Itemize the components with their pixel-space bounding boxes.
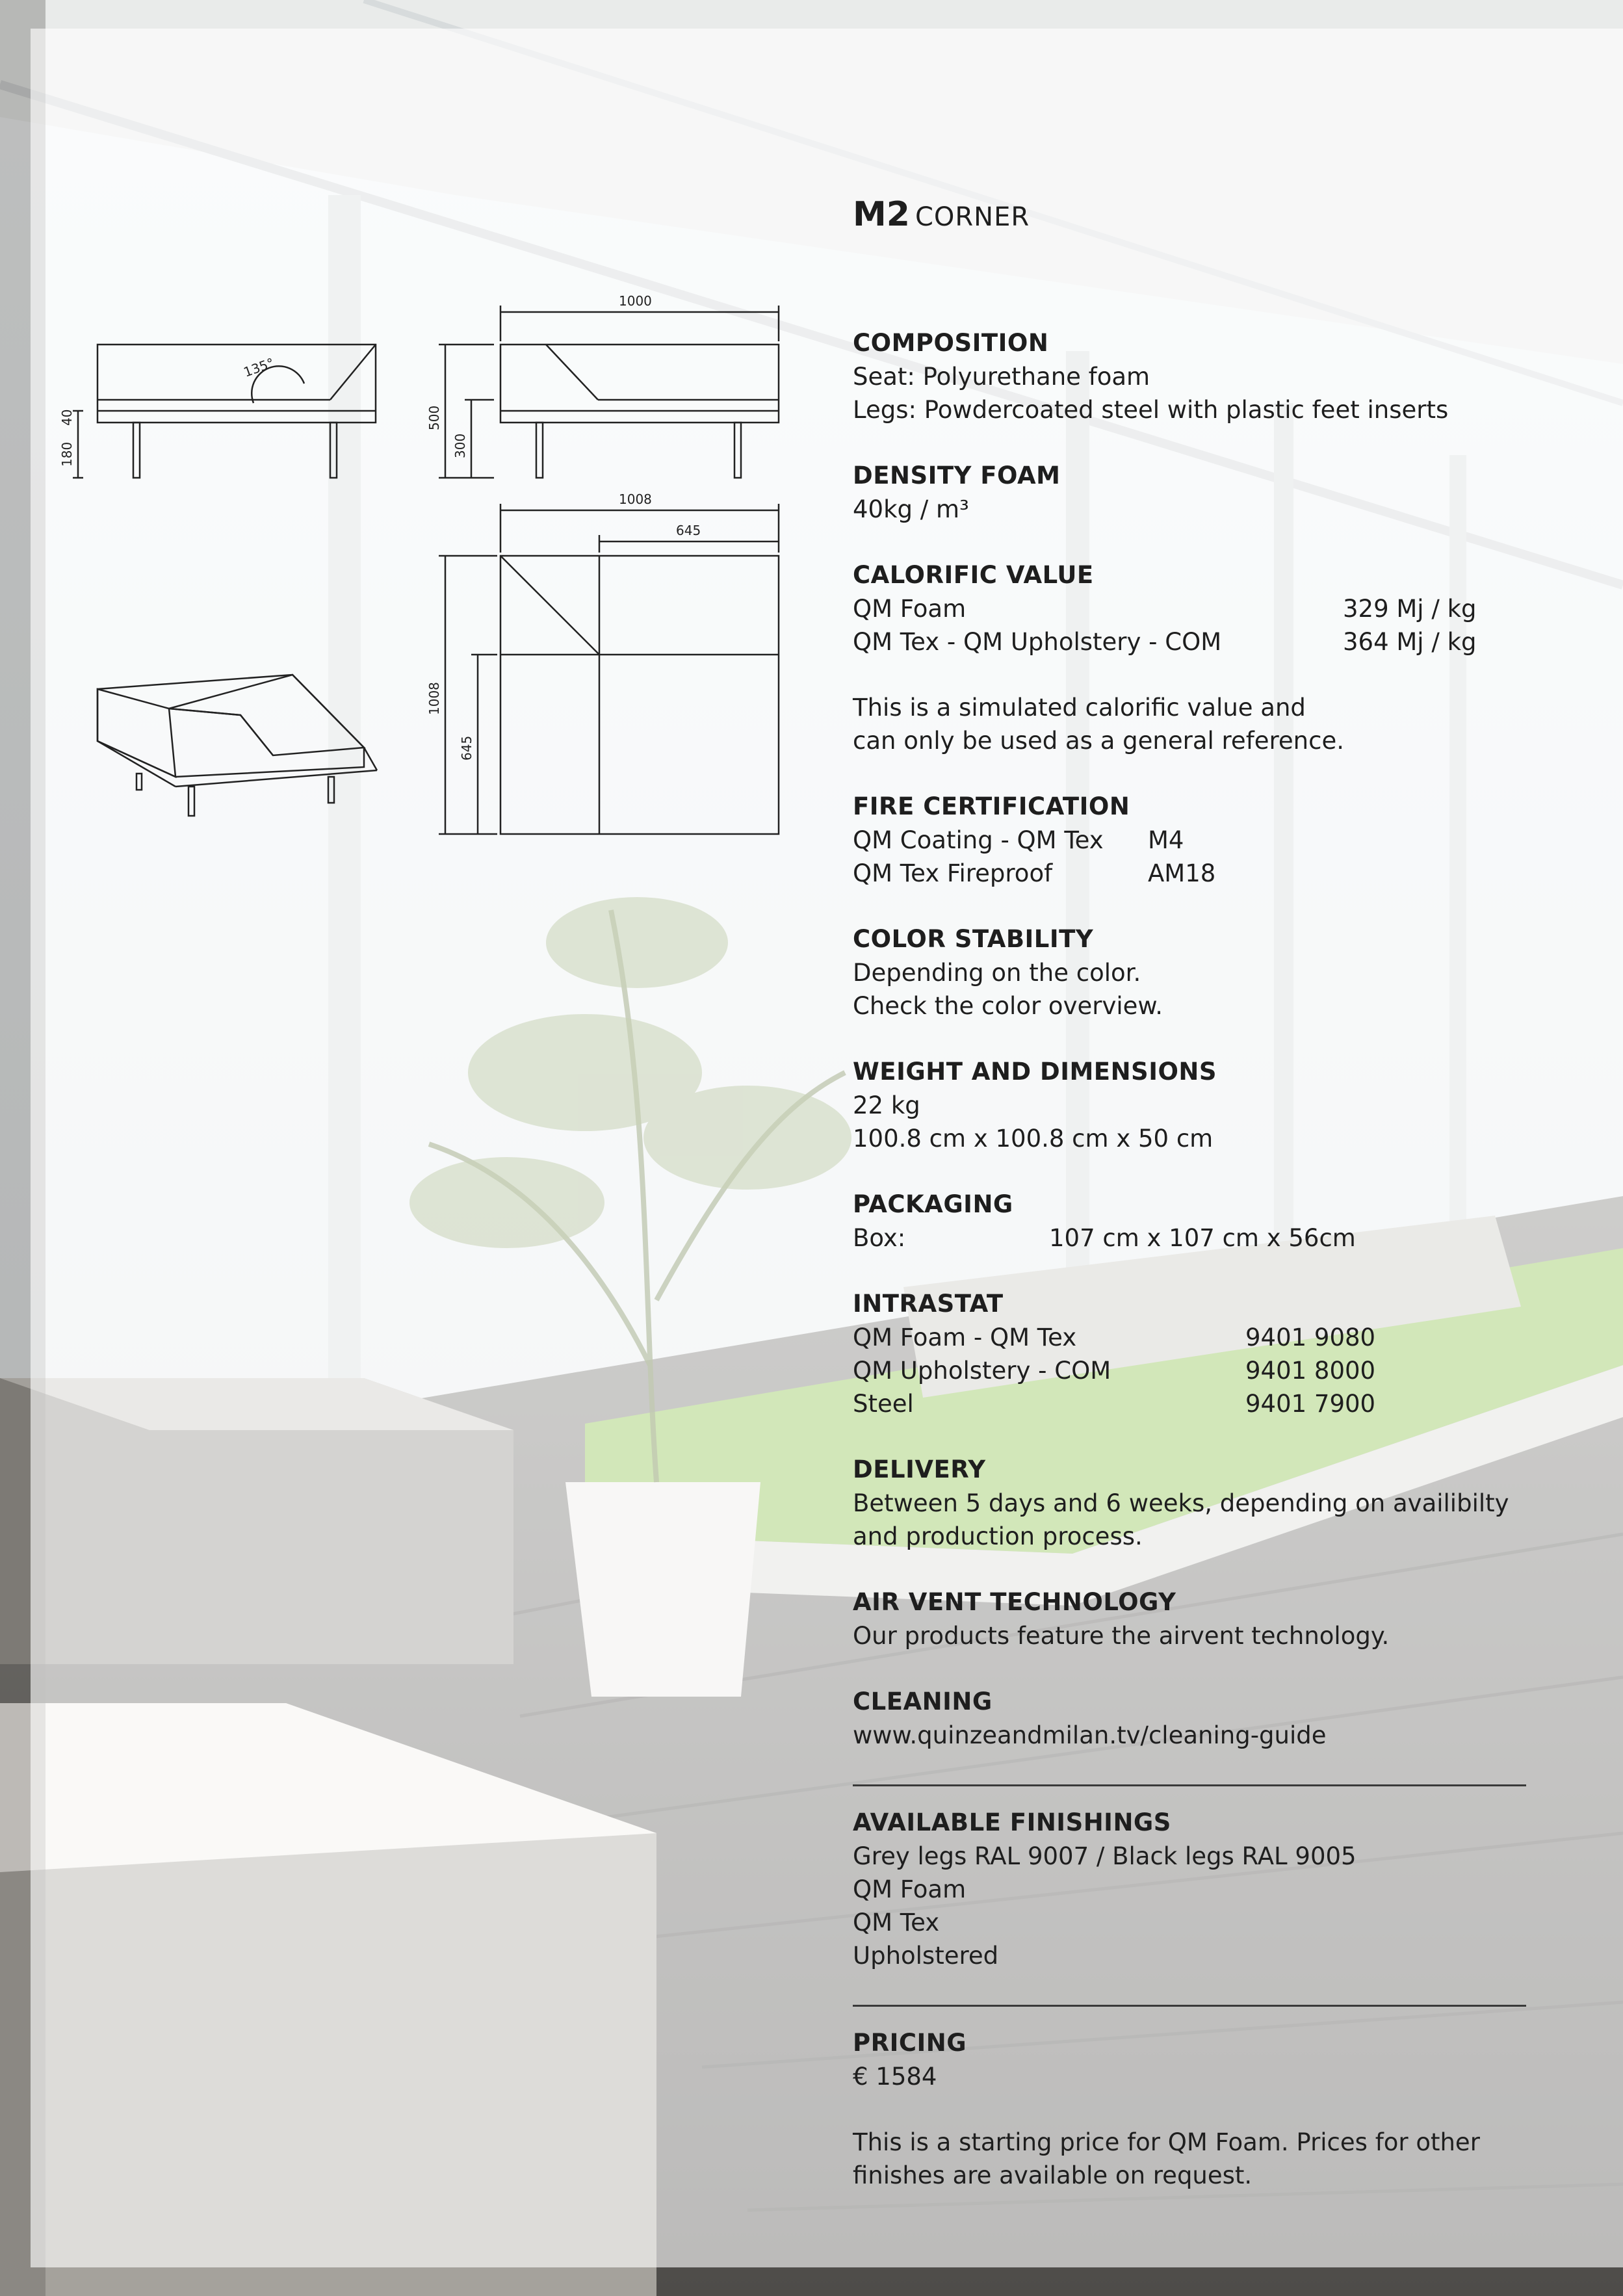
calorific-note: This is a simulated calorific value and [853,694,1306,722]
fire-section [853,790,1529,890]
intrastat-row [853,1387,1529,1420]
finishing-item: QM Tex [853,1909,940,1937]
calorific-value: 364 Mj / kg [1343,628,1477,656]
packaging-label: Box: [853,1224,906,1252]
weight-heading: WEIGHT AND DIMENSIONS [853,1058,1217,1086]
finishing-item: Grey legs RAL 9007 / Black legs RAL 9005 [853,1842,1357,1870]
air-vent-text: Our products feature the airvent technology. [853,1622,1390,1650]
air-vent-heading: AIR VENT TECHNOLOGY [853,1588,1176,1616]
composition-seat: Seat: Polyurethane foam [853,363,1150,391]
intrastat-row [853,1354,1529,1387]
calorific-section [853,558,1529,757]
dim-frame-height: 40 [59,409,75,426]
composition-legs: Legs: Powdercoated steel with plastic feet inserts [853,396,1449,424]
composition-heading: COMPOSITION [853,329,1049,357]
dim-plan-inner-depth: 645 [459,735,474,761]
finishing-item: Upholstered [853,1942,999,1970]
fire-row [853,857,1529,890]
fire-label: QM Tex Fireproof [853,859,1053,887]
top-view-drawing [426,491,779,834]
fire-row [853,824,1529,857]
intrastat-row [853,1321,1529,1354]
composition-section [853,326,1529,426]
intrastat-label: Steel [853,1390,914,1418]
cleaning-section [853,1685,1529,1752]
pricing-heading: PRICING [853,2029,967,2057]
calorific-heading: CALORIFIC VALUE [853,561,1094,589]
divider [853,2005,1526,2007]
spec-sheet [853,189,1529,2224]
finishings-section [853,1806,1529,1972]
calorific-label: QM Foam [853,595,967,623]
divider [853,1784,1526,1786]
packaging-heading: PACKAGING [853,1190,1013,1218]
product-model: M2 [853,195,910,234]
angle-label: 135° [241,354,276,380]
color-stability-line: Check the color overview. [853,992,1163,1020]
front-view-drawing [426,293,779,478]
side-view-drawing [59,345,376,478]
technical-drawings [59,293,793,845]
packaging-row [853,1221,1529,1255]
calorific-note: can only be used as a general reference. [853,727,1344,755]
dim-total-height: 500 [426,405,442,430]
weight-value: 22 kg [853,1091,920,1119]
weight-section [853,1055,1529,1155]
cleaning-guide-link[interactable]: www.quinzeandmilan.tv/cleaning-guide [853,1721,1327,1749]
dimensions-value: 100.8 cm x 100.8 cm x 50 cm [853,1125,1214,1153]
color-stability-heading: COLOR STABILITY [853,925,1094,953]
delivery-line: and production process. [853,1522,1143,1550]
dim-plan-width: 1008 [619,491,652,507]
calorific-row [853,625,1529,659]
pricing-section [853,2026,1529,2192]
intrastat-code: 9401 9080 [1245,1324,1376,1351]
perspective-view-drawing [97,675,377,816]
cleaning-heading: CLEANING [853,1688,993,1715]
fire-value: AM18 [1148,859,1216,887]
fire-heading: FIRE CERTIFICATION [853,792,1130,820]
intrastat-heading: INTRASTAT [853,1290,1004,1318]
product-name: CORNER [915,202,1030,232]
pricing-note: This is a starting price for QM Foam. Prices for other [853,2128,1480,2156]
delivery-section [853,1453,1529,1553]
delivery-heading: DELIVERY [853,1455,986,1483]
intrastat-code: 9401 7900 [1245,1390,1376,1418]
packaging-section [853,1188,1529,1255]
color-stability-section [853,922,1529,1023]
intrastat-label: QM Upholstery - COM [853,1357,1111,1385]
product-title [853,189,1529,248]
density-heading: DENSITY FOAM [853,462,1061,489]
calorific-label: QM Tex - QM Upholstery - COM [853,628,1222,656]
packaging-value: 107 cm x 107 cm x 56cm [1049,1224,1356,1252]
calorific-value: 329 Mj / kg [1343,595,1477,623]
density-value: 40kg / m³ [853,495,969,523]
pricing-note: finishes are available on request. [853,2161,1253,2189]
intrastat-label: QM Foam - QM Tex [853,1324,1077,1351]
delivery-line: Between 5 days and 6 weeks, depending on availibilty [853,1489,1509,1517]
dim-top-width: 1000 [619,293,652,309]
air-vent-section [853,1585,1529,1652]
dim-plan-inner-width: 645 [676,523,701,538]
dim-seat-height: 300 [452,433,468,458]
intrastat-code: 9401 8000 [1245,1357,1376,1385]
finishing-item: QM Foam [853,1875,967,1903]
price-value: € 1584 [853,2063,937,2091]
intrastat-section [853,1287,1529,1420]
finishings-heading: AVAILABLE FINISHINGS [853,1808,1171,1836]
calorific-row [853,592,1529,625]
dim-leg-height: 180 [59,441,75,467]
density-section [853,459,1529,526]
dim-plan-depth: 1008 [426,682,442,715]
fire-label: QM Coating - QM Tex [853,826,1104,854]
fire-value: M4 [1148,826,1184,854]
color-stability-line: Depending on the color. [853,959,1141,987]
